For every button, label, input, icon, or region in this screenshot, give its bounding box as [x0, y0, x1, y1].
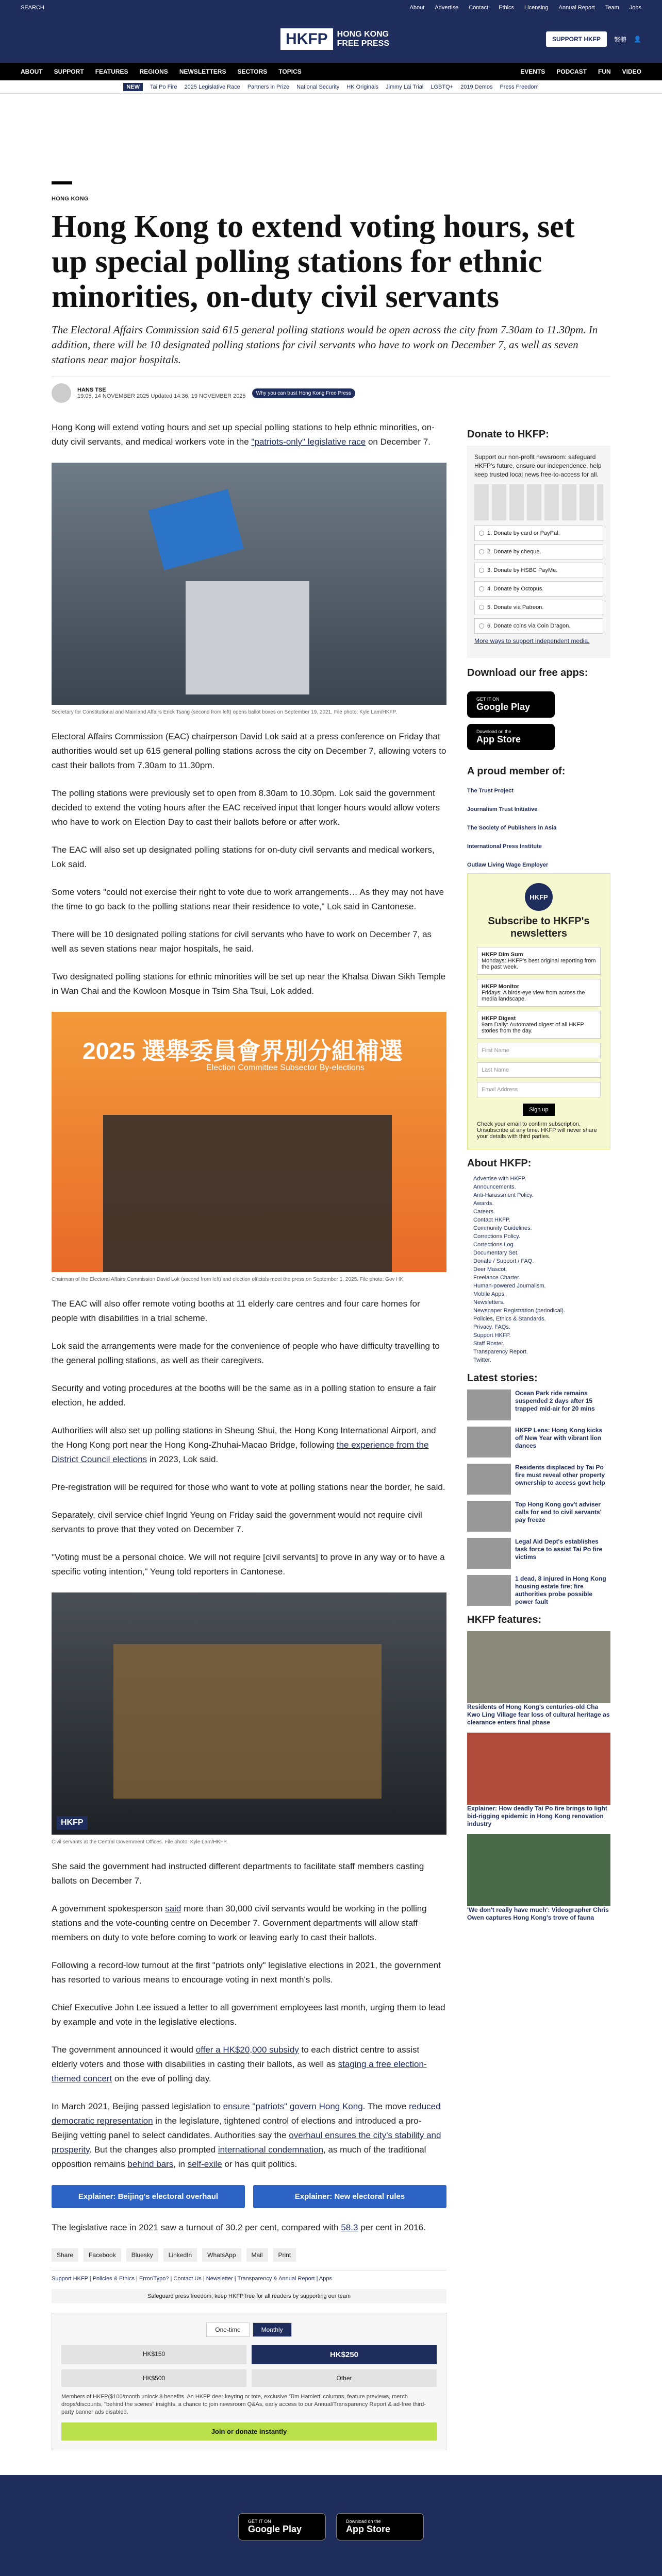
- author-name[interactable]: HANS TSE: [77, 387, 106, 393]
- newsletter-signup: [467, 873, 610, 1149]
- paragraph: Hong Kong will extend voting hours and set up special polling stations to help ethnic minorities, on-duty civil servants, and medical workers vote in the "patriots-only" legislative race on December 7.: [52, 422, 435, 447]
- feature-item[interactable]: Explainer: How deadly Tai Po fire brings to light bid-rigging epidemic in Hong Kong renovation industry: [467, 1733, 610, 1828]
- donate-amounts: [61, 2345, 437, 2387]
- donate-widget: [52, 2313, 446, 2450]
- utility-link-ethics[interactable]: Ethics: [499, 5, 515, 11]
- story-thumbnail: [467, 1464, 511, 1495]
- donate-heading: Donate to HKFP:: [467, 429, 549, 440]
- latest-heading: Latest stories:: [467, 1372, 538, 1384]
- story-item[interactable]: Residents displaced by Tai Po fire must reveal other property ownership to access govt help: [467, 1464, 610, 1495]
- app-badges: [467, 684, 610, 757]
- paragraph: Lok said the arrangements were made for the convenience of people who have difficulty travelling to the general polling stations, as well as their caregivers.: [52, 1341, 440, 1365]
- main-nav: [0, 63, 662, 80]
- link-reduced-representation[interactable]: reduced democratic representation: [52, 2102, 441, 2126]
- radio-icon: [479, 568, 484, 573]
- footer-google-play-button[interactable]: GET IT ON Google Play: [238, 2513, 326, 2540]
- about-link[interactable]: Donate / Support / FAQ.: [473, 1258, 534, 1264]
- about-link[interactable]: Newspaper Registration (periodical).: [473, 1308, 565, 1314]
- share-print[interactable]: Print: [273, 2248, 296, 2262]
- feature-image: [467, 1631, 610, 1703]
- story-item[interactable]: Legal Aid Dept's establishes task force to assist Tai Po fire victims: [467, 1538, 610, 1569]
- amount-150[interactable]: HK$150: [61, 2345, 246, 2364]
- logo-text: HONG KONG FREE PRESS: [337, 30, 390, 48]
- about-link[interactable]: Documentary Set.: [473, 1250, 519, 1256]
- paragraph: Separately, civil service chief Ingrid Yeung on Friday said the government would not require civil servants to prove that they voted on December 7.: [52, 1510, 422, 1534]
- radio-icon: [479, 623, 484, 629]
- utility-link-jobs[interactable]: Jobs: [629, 5, 641, 11]
- paragraph: Pre-registration will be required for those who want to vote at polling stations near the border, he said.: [52, 1482, 445, 1492]
- paragraph: Chief Executive John Lee issued a letter to all government employees last month, urging them to lead by example and vote in the legislative elections.: [52, 2003, 445, 2027]
- tag-link[interactable]: National Security: [296, 83, 340, 90]
- tag-link[interactable]: LGBTQ+: [431, 83, 454, 90]
- tag-link[interactable]: Tai Po Fire: [150, 83, 177, 90]
- hkfp-watermark: HKFP: [57, 1816, 88, 1829]
- photo-caption: Civil servants at the Central Government Offices. File photo: Kyle Lam/HKFP.: [52, 1839, 228, 1845]
- app-store-button[interactable]: Download on the App Store: [467, 724, 555, 750]
- about-link[interactable]: Awards.: [473, 1200, 494, 1207]
- utility-link-team[interactable]: Team: [605, 5, 619, 11]
- article-footer-links[interactable]: Support HKFP | Policies & Ethics | Error/Typo? | Contact Us | Newsletter | Transparency & Annual Report | Apps: [52, 2270, 446, 2282]
- explainer-overhaul-button[interactable]: Explainer: Beijing's electoral overhaul: [52, 2185, 245, 2208]
- paragraph: The legislative race in 2021 saw a turnout of 30.2 per cent, compared with 58.3 per cent in 2016.: [52, 2223, 426, 2232]
- feature-item[interactable]: Residents of Hong Kong's centuries-old Cha Kwo Ling Village fear loss of cultural heritage as clearance enters final phase: [467, 1631, 610, 1726]
- paragraph: Some voters "could not exercise their right to vote due to work arrangements… As they may not have the time to go back to the polling stations near their residence to vote," Lok said in Cantonese.: [52, 887, 444, 911]
- tag-link[interactable]: HK Originals: [346, 83, 379, 90]
- story-thumbnail: [467, 1389, 511, 1420]
- conference-banner-sub: Election Committee Subsector By-elections: [206, 1063, 365, 1072]
- trust-pill[interactable]: Why you can trust Hong Kong Free Press: [252, 388, 356, 398]
- byline: [52, 377, 610, 403]
- nav-items: [21, 68, 302, 75]
- utility-links: [410, 5, 641, 11]
- about-link[interactable]: Freelance Charter.: [473, 1275, 521, 1281]
- google-play-button[interactable]: GET IT ON Google Play: [467, 691, 555, 718]
- about-link[interactable]: Careers.: [473, 1209, 495, 1215]
- share-mail[interactable]: Mail: [246, 2248, 268, 2262]
- paragraph: The EAC will also set up designated polling stations for on-duty civil servants and medical workers, Lok said.: [52, 845, 435, 869]
- conference-banner: 2025 選舉委員會界別分組補選: [82, 1038, 403, 1064]
- new-badge: NEW: [123, 83, 143, 91]
- tag-link[interactable]: 2025 Legislative Race: [184, 83, 240, 90]
- about-link[interactable]: Deer Mascot.: [473, 1266, 507, 1273]
- about-link[interactable]: Support HKFP.: [473, 1332, 511, 1338]
- title-accent-bar: [52, 181, 72, 184]
- about-link[interactable]: Advertise with HKFP.: [473, 1176, 526, 1182]
- ballot-box-shape: [148, 489, 244, 570]
- nav-regions[interactable]: REGIONS: [139, 68, 168, 75]
- amount-other[interactable]: Other: [252, 2369, 437, 2387]
- about-link[interactable]: Contact HKFP.: [473, 1217, 510, 1223]
- payment-icons: [474, 484, 603, 520]
- link-behind-bars[interactable]: behind bars: [127, 2159, 174, 2169]
- newsletter-option-digest[interactable]: HKFP Digest 9am Daily: Automated digest of all HKFP stories from the day.: [477, 1011, 601, 1039]
- paragraph: "Voting must be a personal choice. We will not require [civil servants] to prove in any way or to have a specific voting intention," Yeung told reporters in Cantonese.: [52, 1552, 445, 1577]
- photo-caption: Secretary for Constitutional and Mainland Affairs Erick Tsang (second from left) opens ballot boxes on September 19, 2021. File photo: Kyle Lam/HKFP.: [52, 709, 397, 715]
- page-footer: [0, 2475, 662, 2576]
- utility-link-licensing[interactable]: Licensing: [524, 5, 549, 11]
- email-field[interactable]: Email Address: [477, 1082, 601, 1097]
- amount-250[interactable]: HK$250: [252, 2345, 437, 2364]
- donate-option[interactable]: 3. Donate by HSBC PayMe.: [474, 563, 603, 578]
- feature-image: [467, 1834, 610, 1906]
- updated-date: Updated 14:36, 19 NOVEMBER 2025: [151, 393, 246, 399]
- radio-icon: [479, 531, 484, 536]
- about-link[interactable]: Human-powered Journalism.: [473, 1283, 546, 1289]
- officials-silhouette: [103, 1115, 392, 1272]
- article-category[interactable]: HONG KONG: [52, 196, 89, 202]
- photo-civil-servants: [52, 1592, 446, 1835]
- proud-member-heading: A proud member of:: [467, 766, 566, 777]
- trending-tags-bar: [0, 80, 662, 94]
- utility-link-advertise[interactable]: Advertise: [435, 5, 459, 11]
- utility-link-about[interactable]: About: [409, 5, 425, 11]
- tag-link[interactable]: 2019 Demos: [460, 83, 493, 90]
- about-heading: About HKFP:: [467, 1158, 532, 1169]
- latest-stories: [467, 1389, 610, 1606]
- about-link[interactable]: Transparency Report.: [473, 1349, 528, 1355]
- nav-support[interactable]: SUPPORT: [54, 68, 84, 75]
- link-patriots-race[interactable]: "patriots-only" legislative race: [251, 437, 366, 447]
- join-donate-button[interactable]: Join or donate instantly: [61, 2422, 437, 2441]
- last-name-field[interactable]: Last Name: [477, 1062, 601, 1078]
- radio-icon: [479, 549, 484, 554]
- features-heading: HKFP features:: [467, 1614, 542, 1625]
- link-self-exile[interactable]: self-exile: [187, 2159, 222, 2169]
- top-utility-bar: [0, 0, 662, 15]
- link-condemnation[interactable]: international condemnation: [218, 2145, 324, 2155]
- nav-video[interactable]: VIDEO: [622, 68, 641, 75]
- press-freedom-banner[interactable]: Safeguard press freedom; keep HKFP free for all readers by supporting our team: [52, 2289, 446, 2303]
- membership-note: Members of HKFP($100/month unlock 8 benefits. An HKFP deer keyring or tote, exclusive 'Tim Hamlett' columns, feature previews, merch drops/discounts, "behind the scenes" insights, a chance to join newsroom Q&As, early access to our Annual/Transparency Report & ad-free third-party banner ads disabled.: [61, 2394, 426, 2415]
- share-whatsapp[interactable]: WhatsApp: [202, 2248, 241, 2262]
- amount-500[interactable]: HK$500: [61, 2369, 246, 2387]
- paragraph: Two designated polling stations for ethnic minorities will be set up near the Khalsa Diwan Sikh Temple in Wan Chai and the Kowloon Mosque in Tsim Sha Tsui, Lok added.: [52, 972, 446, 996]
- link-patriots-govern[interactable]: ensure "patriots" govern Hong Kong: [223, 2102, 363, 2111]
- hkfp-badge: HKFP: [525, 883, 553, 911]
- utility-link-annual-report[interactable]: Annual Report: [558, 5, 595, 11]
- about-link[interactable]: Community Guidelines.: [473, 1225, 532, 1231]
- tag-link[interactable]: Press Freedom: [500, 83, 539, 90]
- ballot-pile-shape: [186, 581, 309, 694]
- support-hkfp-button[interactable]: SUPPORT HKFP: [546, 31, 607, 47]
- feature-item[interactable]: 'We don't really have much': Videographer Chris Owen captures Hong Kong's trove of fauna: [467, 1834, 610, 1922]
- nav-fun[interactable]: FUN: [598, 68, 611, 75]
- radio-icon: [479, 605, 484, 610]
- donate-option[interactable]: 6. Donate coins via Coin Dragon.: [474, 618, 603, 634]
- newsletter-note: Check your email to confirm subscription. Unsubscribe at any time. HKFP will never share your details with third parties.: [477, 1121, 597, 1140]
- paragraph: Electoral Affairs Commission (EAC) chairperson David Lok said at a press conference on Friday that authorities would set up 615 general polling stations across the city on December 7, allowing voters to cast their ballots from 7.30am to 11.30pm.: [52, 732, 446, 770]
- nav-newsletters[interactable]: NEWSLETTERS: [179, 68, 226, 75]
- article-title: Hong Kong to extend voting hours, set up special polling stations for ethnic minorities, on-duty civil servants: [52, 209, 575, 314]
- sopa-logo[interactable]: The Society of Publishers in Asia: [467, 825, 557, 831]
- paragraph: Authorities will also set up polling stations in Sheung Shui, the Hong Kong International Airport, and the Hong Kong port near the Hong Kong-Zhuhai-Macao Bridge, following the experience from the District Council elections in 2023, Lok said.: [52, 1426, 436, 1464]
- story-thumbnail: [467, 1538, 511, 1569]
- about-link[interactable]: Mobile Apps.: [473, 1291, 506, 1297]
- share-bluesky[interactable]: Bluesky: [126, 2248, 158, 2262]
- freq-monthly[interactable]: Monthly: [253, 2323, 292, 2337]
- share-label: Share: [52, 2248, 78, 2262]
- ipi-logo[interactable]: International Press Institute: [467, 843, 542, 850]
- content-columns: [52, 420, 610, 2460]
- header-actions: [546, 31, 641, 47]
- link-turnout[interactable]: 58.3: [341, 2223, 358, 2232]
- newsletter-option-monitor[interactable]: HKFP Monitor Fridays: A birds-eye view from across the media landscape.: [477, 979, 601, 1007]
- about-link[interactable]: Policies, Ethics & Standards.: [473, 1316, 546, 1322]
- photo-caption: Chairman of the Electoral Affairs Commission David Lok (second from left) and election officials meet the press on September 1, 2025. File photo: Gov HK.: [52, 1277, 405, 1282]
- paragraph: In March 2021, Beijing passed legislation to ensure "patriots" govern Hong Kong. The move reduced democratic representation in the legislature, tightened control of elections and introduced a pro-Beijing vetting panel to select candidates. Authorities say the overhaul ensures the city's stability and prosperity. But the changes also prompted international condemnation, as much of the traditional opposition remains behind bars, in self-exile or has quit politics.: [52, 2102, 441, 2169]
- freq-one-time[interactable]: One-time: [206, 2323, 249, 2337]
- member-logos: [467, 783, 610, 873]
- donate-option[interactable]: 1. Donate by card or PayPal.: [474, 526, 603, 541]
- story-item[interactable]: Top Hong Kong gov't adviser calls for end to civil servants' pay freeze: [467, 1501, 610, 1532]
- story-thumbnail: [467, 1501, 511, 1532]
- trust-project-logo[interactable]: The Trust Project: [467, 788, 514, 794]
- feature-image: [467, 1733, 610, 1805]
- about-link[interactable]: Newsletters.: [473, 1299, 505, 1306]
- link-dc-elections[interactable]: the experience from the District Council elections: [52, 1440, 429, 1464]
- article-body: [52, 420, 446, 2460]
- about-link[interactable]: Announcements.: [473, 1184, 516, 1190]
- paragraph: A government spokesperson said more than 30,000 civil servants would be working in the polling stations and the vote-counting centre on December 7. Government departments will allow staff members on duty to vote before coming to work or leaving early to cast their ballots.: [52, 1904, 427, 1942]
- explainer-buttons: [52, 2185, 446, 2208]
- site-header: [0, 15, 662, 63]
- donate-frequency: [61, 2323, 437, 2337]
- share-facebook[interactable]: Facebook: [84, 2248, 121, 2262]
- about-link[interactable]: Anti-Harassment Policy.: [473, 1192, 534, 1198]
- link-overhaul[interactable]: overhaul ensures the city's stability and prosperity: [52, 2130, 441, 2155]
- story-thumbnail: [467, 1427, 511, 1458]
- living-wage-logo[interactable]: Outlaw Living Wage Employer: [467, 862, 549, 868]
- newsletter-heading: Subscribe to HKFP's newsletters: [488, 916, 590, 939]
- more-ways-link[interactable]: More ways to support independent media.: [474, 637, 590, 645]
- language-switch[interactable]: 繁體: [614, 36, 627, 43]
- about-links: [467, 1175, 610, 1364]
- nav-podcast[interactable]: PODCAST: [556, 68, 587, 75]
- footer-app-store-button[interactable]: Download on the App Store: [336, 2513, 424, 2540]
- story-item[interactable]: Ocean Park ride remains suspended 2 days after 15 trapped mid-air for 20 mins: [467, 1389, 610, 1420]
- feature-stories: [467, 1631, 610, 1922]
- paragraph: The polling stations were previously set to open from 8.30am to 10.30pm. Lok said the government decided to extend the voting hours after the EAC received input that longer hours would allow voters who have to work on Election Day to cast their ballots before or after work.: [52, 788, 440, 827]
- about-link[interactable]: Corrections Log.: [473, 1242, 515, 1248]
- donate-option[interactable]: 5. Donate via Patreon.: [474, 600, 603, 615]
- explainer-rules-button[interactable]: Explainer: New electoral rules: [253, 2185, 446, 2208]
- share-bar: [52, 2248, 446, 2262]
- story-item[interactable]: 1 dead, 8 injured in Hong Kong housing estate fire; fire authorities probe possible power fault: [467, 1575, 610, 1606]
- radio-icon: [479, 586, 484, 591]
- link-said[interactable]: said: [165, 1904, 181, 1913]
- paragraph: The EAC will also offer remote voting booths at 11 elderly care centres and four care homes for people with disabilities in a trial scheme.: [52, 1299, 420, 1323]
- building-entrance-shape: [113, 1644, 382, 1799]
- nav-features[interactable]: FEATURES: [95, 68, 128, 75]
- nav-about[interactable]: ABOUT: [21, 68, 43, 75]
- tag-link[interactable]: Partners in Prize: [247, 83, 290, 90]
- about-link[interactable]: Staff Roster.: [473, 1341, 505, 1347]
- story-thumbnail: [467, 1575, 511, 1606]
- photo-press-conference: [52, 1012, 446, 1272]
- paragraph: There will be 10 designated polling stations for civil servants who have to work on December 7, as well as seven stations near major hospitals, he said.: [52, 929, 432, 954]
- nav-topics[interactable]: TOPICS: [278, 68, 302, 75]
- publish-date: 19:05, 14 NOVEMBER 2025: [77, 393, 150, 399]
- link-subsidy[interactable]: offer a HK$20,000 subsidy: [195, 2045, 299, 2055]
- utility-link-contact[interactable]: Contact: [469, 5, 489, 11]
- tag-link[interactable]: Jimmy Lai Trial: [386, 83, 424, 90]
- about-link[interactable]: Privacy, FAQs.: [473, 1324, 510, 1330]
- link-concert[interactable]: staging a free election-themed concert: [52, 2059, 427, 2083]
- story-item[interactable]: HKFP Lens: Hong Kong kicks off New Year with vibrant lion dances: [467, 1427, 610, 1458]
- article-wrapper: [0, 181, 662, 2460]
- author-avatar: [52, 383, 71, 403]
- newsletter-option-dimsum[interactable]: HKFP Dim Sum Mondays: HKFP's best original reporting from the past week.: [477, 947, 601, 975]
- signup-button[interactable]: Sign up: [523, 1104, 554, 1116]
- jti-logo[interactable]: Journalism Trust Initiative: [467, 806, 538, 812]
- photo-ballot-boxes: [52, 463, 446, 705]
- article-lede: The Electoral Affairs Commission said 615 general polling stations would be open across the city from 7.30am to 11.30pm. In addition, there will be 10 designated polling stations for civil servants who have to work on December 7, as well as seven stations near major hospitals.: [52, 324, 598, 366]
- sidebar: [467, 420, 610, 2460]
- paragraph: The government announced it would offer a HK$20,000 subsidy to each district centre to assist elderly voters and those with disabilities in casting their ballots, as well as staging a free election-themed concert on the eve of polling day.: [52, 2045, 427, 2083]
- nav-items-right: [520, 68, 641, 75]
- user-icon[interactable]: 👤: [634, 36, 641, 43]
- donate-text: Support our non-profit newsroom: safeguard HKFP's future, ensure our independence, help keep trusted local news free-to-access for all.: [474, 453, 602, 478]
- logo-box: HKFP: [280, 28, 333, 50]
- nav-events[interactable]: EVENTS: [520, 68, 545, 75]
- share-linkedin[interactable]: LinkedIn: [163, 2248, 197, 2262]
- about-link[interactable]: Twitter.: [473, 1357, 491, 1363]
- apps-heading: Download our free apps:: [467, 667, 588, 679]
- donate-option[interactable]: 2. Donate by cheque.: [474, 544, 603, 560]
- paragraph: She said the government had instructed different departments to facilitate staff members casting ballots on December 7.: [52, 1861, 424, 1886]
- paragraph: Security and voting procedures at the booths will be the same as in a polling station to ensure a fair election, he added.: [52, 1383, 436, 1408]
- byline-meta: [77, 387, 246, 399]
- paragraph: Following a record-low turnout at the first "patriots only" legislative elections in 2021, the government has resorted to various means to encourage voting in next month's polls.: [52, 1960, 441, 1985]
- search-link[interactable]: SEARCH: [21, 5, 44, 11]
- donate-card: [467, 446, 610, 658]
- first-name-field[interactable]: First Name: [477, 1043, 601, 1058]
- about-link[interactable]: Corrections Policy.: [473, 1233, 520, 1240]
- nav-sectors[interactable]: SECTORS: [237, 68, 268, 75]
- site-logo[interactable]: [280, 28, 389, 50]
- donate-option[interactable]: 4. Donate by Octopus.: [474, 581, 603, 597]
